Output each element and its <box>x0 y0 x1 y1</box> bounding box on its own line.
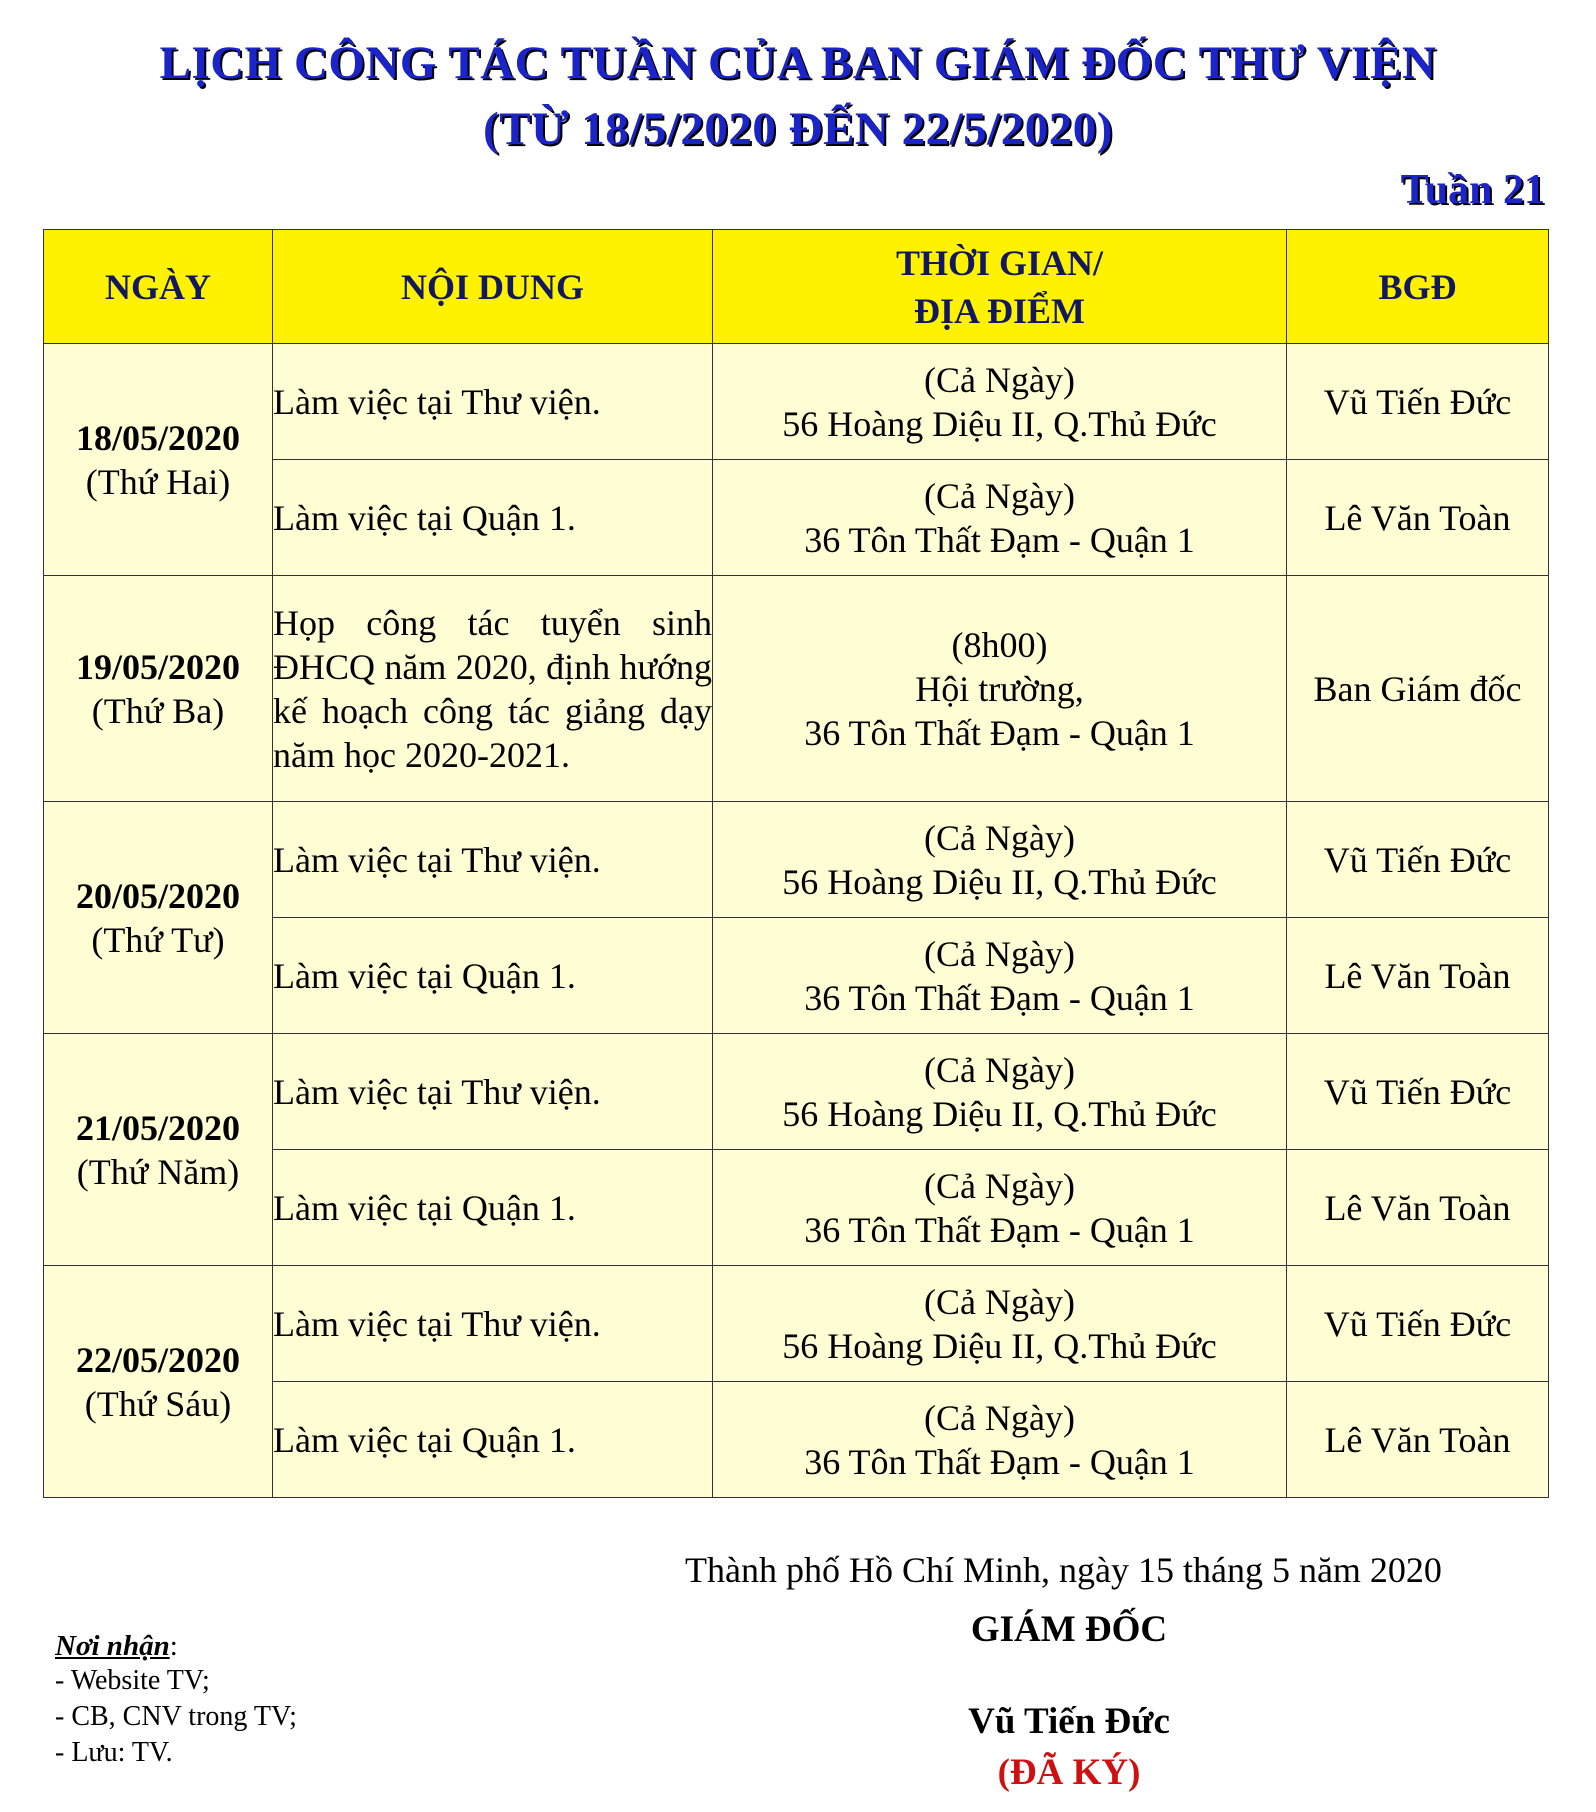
time-place-cell <box>713 344 1287 460</box>
weekday-value: (Thứ Ba) <box>91 690 225 731</box>
date-value: 21/05/2020 <box>75 1107 240 1148</box>
time-place-cell <box>713 802 1287 918</box>
table-row <box>44 344 1549 460</box>
recipient-item: - Website TV; <box>55 1665 210 1696</box>
time-place-cell <box>713 1150 1287 1266</box>
recipient-item: - CB, CNV trong TV; <box>55 1701 297 1732</box>
date-cell <box>44 1266 273 1498</box>
date-cell <box>44 802 273 1034</box>
person-cell: Lê Văn Toàn <box>1287 460 1549 576</box>
header-date: NGÀY <box>44 230 273 344</box>
person-cell: Vũ Tiến Đức <box>1287 1266 1549 1382</box>
person-cell: Lê Văn Toàn <box>1287 918 1549 1034</box>
person-cell: Vũ Tiến Đức <box>1287 1034 1549 1150</box>
place-value: 56 Hoàng Diệu II, Q.Thủ Đức <box>782 403 1217 444</box>
document-title: LỊCH CÔNG TÁC TUẦN CỦA BAN GIÁM ĐỐC THƯ VIỆN <box>159 37 1437 89</box>
time-value: (Cả Ngày) <box>924 359 1075 400</box>
place-value: 36 Tôn Thất Đạm - Quận 1 <box>804 712 1195 753</box>
content-cell: Làm việc tại Quận 1. <box>273 1382 713 1498</box>
date-value: 20/05/2020 <box>75 875 240 916</box>
time-value: (Cả Ngày) <box>924 1397 1075 1438</box>
time-place-cell <box>713 1266 1287 1382</box>
place-value: 56 Hoàng Diệu II, Q.Thủ Đức <box>782 1093 1217 1134</box>
time-place-cell <box>713 1382 1287 1498</box>
time-value: (Cả Ngày) <box>924 933 1075 974</box>
recipient-item: - Lưu: TV. <box>55 1737 173 1768</box>
weekday-value: (Thứ Hai) <box>85 461 231 502</box>
header-time-line2: ĐỊA ĐIỂM <box>913 290 1086 331</box>
time-value: (Cả Ngày) <box>924 1281 1075 1322</box>
recipients-heading-colon: : <box>169 1630 178 1662</box>
place-value: 36 Tôn Thất Đạm - Quận 1 <box>804 1209 1195 1250</box>
document-date-range: (TỪ 18/5/2020 ĐẾN 22/5/2020) <box>483 103 1113 155</box>
content-cell: Làm việc tại Quận 1. <box>273 460 713 576</box>
person-cell: Vũ Tiến Đức <box>1287 344 1549 460</box>
date-value: 19/05/2020 <box>75 646 240 687</box>
table-row <box>44 1266 1549 1382</box>
content-cell: Làm việc tại Thư viện. <box>273 1266 713 1382</box>
table-row <box>44 576 1549 802</box>
signed-status: (ĐÃ KÝ) <box>997 1752 1141 1793</box>
table-row <box>44 802 1549 918</box>
content-cell: Làm việc tại Quận 1. <box>273 918 713 1034</box>
header-content: NỘI DUNG <box>273 230 713 344</box>
person-cell: Lê Văn Toàn <box>1287 1150 1549 1266</box>
date-cell <box>44 344 273 576</box>
time-place-cell <box>713 918 1287 1034</box>
content-cell: Họp công tác tuyển sinh ĐHCQ năm 2020, định hướng kế hoạch công tác giảng dạy năm học 2020-2021. <box>273 576 713 802</box>
content-cell: Làm việc tại Thư viện. <box>273 802 713 918</box>
person-cell: Lê Văn Toàn <box>1287 1382 1549 1498</box>
time-place-cell <box>713 1034 1287 1150</box>
place-value: 36 Tôn Thất Đạm - Quận 1 <box>804 977 1195 1018</box>
date-value: 18/05/2020 <box>75 417 240 458</box>
person-cell: Vũ Tiến Đức <box>1287 802 1549 918</box>
signer-title: GIÁM ĐỐC <box>970 1609 1168 1650</box>
header-time-line1: THỜI GIAN/ <box>895 242 1104 283</box>
recipients-heading-label: Nơi nhận <box>55 1630 170 1662</box>
place-date: Thành phố Hồ Chí Minh, ngày 15 tháng 5 năm 2020 <box>685 1550 1442 1590</box>
place-value: 56 Hoàng Diệu II, Q.Thủ Đức <box>782 1325 1217 1366</box>
date-cell <box>44 576 273 802</box>
time-value: (Cả Ngày) <box>924 817 1075 858</box>
weekday-value: (Thứ Tư) <box>91 919 225 960</box>
content-cell: Làm việc tại Quận 1. <box>273 1150 713 1266</box>
time-value: (Cả Ngày) <box>924 1165 1075 1206</box>
place-line1-value: Hội trường, <box>915 668 1084 709</box>
time-value: (Cả Ngày) <box>924 475 1075 516</box>
schedule-table <box>43 229 1549 1498</box>
time-value: (8h00) <box>951 624 1048 665</box>
content-cell: Làm việc tại Thư viện. <box>273 1034 713 1150</box>
header-person: BGĐ <box>1287 230 1549 344</box>
time-value: (Cả Ngày) <box>924 1049 1075 1090</box>
person-cell: Ban Giám đốc <box>1287 576 1549 802</box>
week-label: Tuần 21 <box>1400 167 1545 213</box>
table-row <box>44 1034 1549 1150</box>
header-time-place <box>713 230 1287 344</box>
recipients-heading <box>55 1630 178 1663</box>
time-place-cell <box>713 460 1287 576</box>
time-place-cell <box>713 576 1287 802</box>
table-header-row <box>44 230 1549 344</box>
weekday-value: (Thứ Sáu) <box>84 1383 232 1424</box>
date-cell <box>44 1034 273 1266</box>
weekday-value: (Thứ Năm) <box>76 1151 240 1192</box>
place-value: 36 Tôn Thất Đạm - Quận 1 <box>804 519 1195 560</box>
place-value: 56 Hoàng Diệu II, Q.Thủ Đức <box>782 861 1217 902</box>
place-value: 36 Tôn Thất Đạm - Quận 1 <box>804 1441 1195 1482</box>
date-value: 22/05/2020 <box>75 1339 240 1380</box>
signer-name: Vũ Tiến Đức <box>968 1701 1170 1742</box>
content-cell: Làm việc tại Thư viện. <box>273 344 713 460</box>
